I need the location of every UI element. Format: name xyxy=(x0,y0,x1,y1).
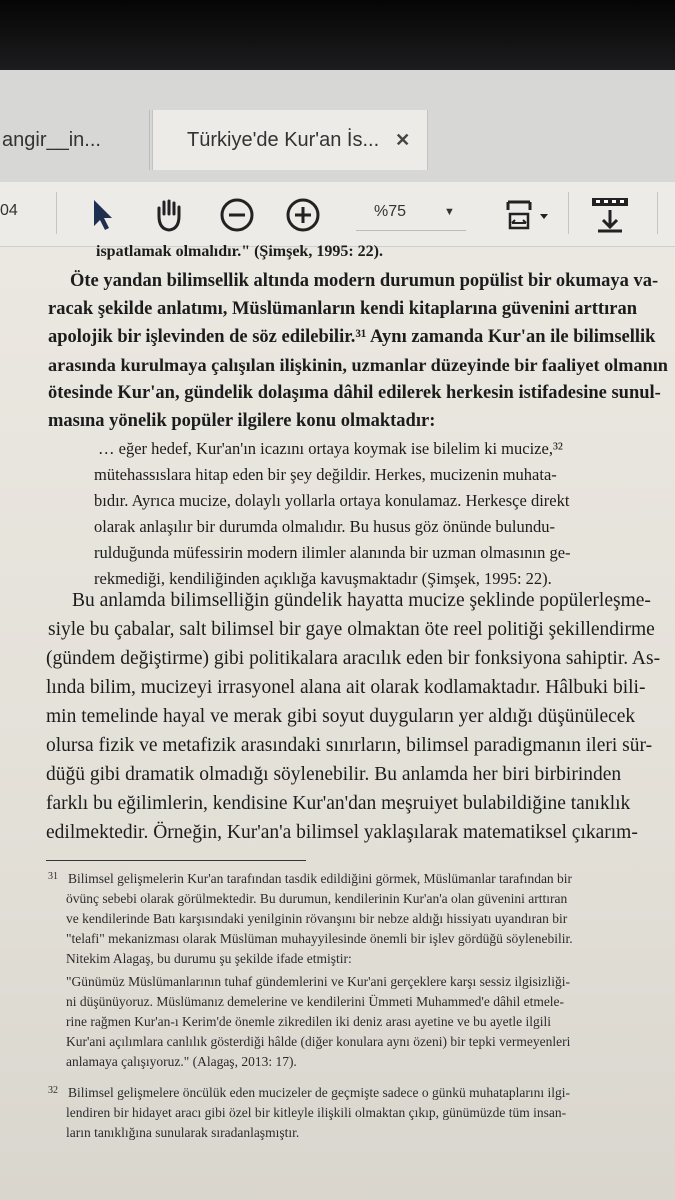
zoom-in-icon[interactable] xyxy=(284,196,322,234)
paragraph-line: arasında kurulmaya çalışılan ilişkinin, uzmanlar düzeyinde bir faaliyet olmanın xyxy=(48,355,668,375)
paragraph-line: min temelinde hayal ve merak gibi soyut duyguların yer aldığı düşünülecek xyxy=(46,706,636,727)
toolbar-divider xyxy=(657,192,658,234)
paragraph-line: apolojik bir işlevinden de söz edilebilir.³¹ Aynı zamanda Kur'an ile bilimsellik xyxy=(48,327,656,347)
tab-label: Türkiye'de Kur'an İs... xyxy=(187,128,380,151)
footnote-line: Bilimsel gelişmelerin Kur'an tarafından tasdik edildiğini görmek, Müslümanlar tarafından bir xyxy=(68,871,573,886)
paragraph-line: siyle bu çabalar, salt bilimsel bir gaye olmaktan öte reel politiği şekillendirme xyxy=(48,619,655,640)
footnote-line: Kur'ani açılımlara canlılık gösterdiği hâlde (diğer konulara aynı özeni) bir tepki vermeyenleri xyxy=(66,1034,571,1049)
paragraph-line: düğü gibi dramatik olmadığı söylenebilir. Bu anlamda her biri birbirinden xyxy=(46,764,622,785)
paragraph-line: lında bilim, mucizeyi irrasyonel alana ait olarak kodlamaktadır. Hâlbuki bili- xyxy=(46,677,646,698)
paragraph-line: masına yönelik popüler ilgilere konu olmaktadır: xyxy=(48,411,436,431)
page-number-field[interactable]: 04 xyxy=(0,202,18,219)
paragraph-line: ötesinde Kur'an, gündelik dolaşıma dâhil edilerek herkesin istifadesine sunul- xyxy=(48,383,661,403)
paragraph-line: racak şekilde anlatımı, Müslümanların kendi kitaplarına güvenini arttıran xyxy=(48,299,637,319)
footnote-line: ve kendilerinde Batı karşısındaki yenilginin rövanşını bir nebze aldığı hissiyatı uyandıran bir xyxy=(66,911,568,926)
fit-page-icon[interactable] xyxy=(502,196,556,234)
close-icon[interactable]: ✕ xyxy=(395,129,411,150)
footnote-line: övünç sebebi olarak görülmektedir. Bu durumun, kendilerinin Kur'an'a olan güvenini arttıran xyxy=(66,891,568,906)
document-page xyxy=(0,243,675,1200)
paragraph-line: farklı bu eğilimlerin, kendisine Kur'an'dan meşruiyet bulabildiğine tanıklık xyxy=(46,793,631,814)
footnote-line: anlamaya çalışıyoruz." (Alagaş, 2013: 17). xyxy=(66,1054,297,1069)
quote-line: olarak anlaşılır bir durumda olmalıdır. Bu husus göz önünde bulundu- xyxy=(94,517,556,536)
hand-icon[interactable] xyxy=(150,196,188,234)
footnote-line: ların tanıklığına sunularak sıradanlaşmıştır. xyxy=(66,1125,300,1140)
footnote-line: "Günümüz Müslümanlarının tuhaf gündemlerini ve Kur'ani gerçeklere karşı sessiz ilgisizliği- xyxy=(66,974,570,989)
footnote-line: Bilimsel gelişmelere öncülük eden mucizeler de geçmişte sadece o günkü muhataplarını ilgi- xyxy=(68,1085,570,1100)
tab-previous-document[interactable] xyxy=(0,110,150,170)
quote-line: bıdır. Ayrıca mucize, dolaylı yollarla ortaya konulamaz. Herkesçe direkt xyxy=(94,491,570,510)
paragraph-line: Öte yandan bilimsellik altında modern durumun popülist bir okumaya va- xyxy=(70,271,659,291)
paragraph-line: Bu anlamda bilimselliğin gündelik hayatta mucize şeklinde popülerleşme- xyxy=(72,590,651,611)
chevron-down-icon: ▼ xyxy=(444,206,455,218)
quote-line: … eğer hedef, Kur'an'ın icazını ortaya koymak ise bilelim ki mucize,³² xyxy=(98,439,563,458)
paragraph-line: (gündem değiştirme) gibi politikalara aracılık eden bir fonksiyona sahiptir. As- xyxy=(46,648,661,669)
footnote-number: 32 xyxy=(48,1085,58,1096)
toolbar-divider xyxy=(568,192,569,234)
tab-label: angir__in... xyxy=(2,128,101,151)
zoom-out-icon[interactable] xyxy=(218,196,256,234)
quote-line: rulduğunda müfessirin modern ilimler alanında bir uzman olmasının ge- xyxy=(94,543,571,562)
download-icon[interactable] xyxy=(588,196,634,234)
tab-active-document[interactable] xyxy=(152,110,428,170)
text-line: ispatlamak olmalıdır." (Şimşek, 1995: 22). xyxy=(96,243,383,260)
select-arrow-icon[interactable] xyxy=(84,196,122,234)
quote-line: rekmediği, kendiliğinden açıklığa kavuşmaktadır (Şimşek, 1995: 22). xyxy=(94,569,552,588)
footnote-line: "telafi" mekanizması olarak Müslüman muhayyilesinde önemli bir işlev gördüğü söylenebilir. xyxy=(66,931,573,946)
footnote-number: 31 xyxy=(48,871,58,882)
footnote-line: lendiren bir hidayet aracı gibi özel bir kitleyle ilişkili olmaktan çıkıp, günümüzde tüm insan- xyxy=(66,1105,567,1120)
footnote-line: Nitekim Alagaş, bu durumu şu şekilde ifade etmiştir: xyxy=(66,951,352,966)
monitor-bezel xyxy=(0,0,675,70)
pdf-toolbar xyxy=(0,182,675,247)
footnote-line: ni düşünüyoruz. Müslümanız demelerine ve kendilerini Ümmeti Muhammed'e dâhil etmele- xyxy=(66,994,565,1009)
toolbar-divider xyxy=(56,192,57,234)
footnote-divider xyxy=(46,860,306,861)
paragraph-line: edilmektedir. Örneğin, Kur'an'a bilimsel yaklaşılarak matematiksel çıkarım- xyxy=(46,822,638,843)
tab-bar xyxy=(0,70,675,182)
footnote-line: rine rağmen Kur'an-ı Kerim'de önemle zikredilen iki deniz arası ayetine ve bu ayetle ilgili xyxy=(66,1014,552,1029)
paragraph-line: olursa fizik ve metafizik arasındaki sınırların, bilimsel paradigmanın ileri sür- xyxy=(46,735,653,756)
quote-line: mütehassıslara hitap eden bir şey değildir. Herkes, mucizenin muhata- xyxy=(94,465,557,484)
zoom-select[interactable] xyxy=(356,194,466,231)
zoom-value: %75 xyxy=(374,203,407,220)
